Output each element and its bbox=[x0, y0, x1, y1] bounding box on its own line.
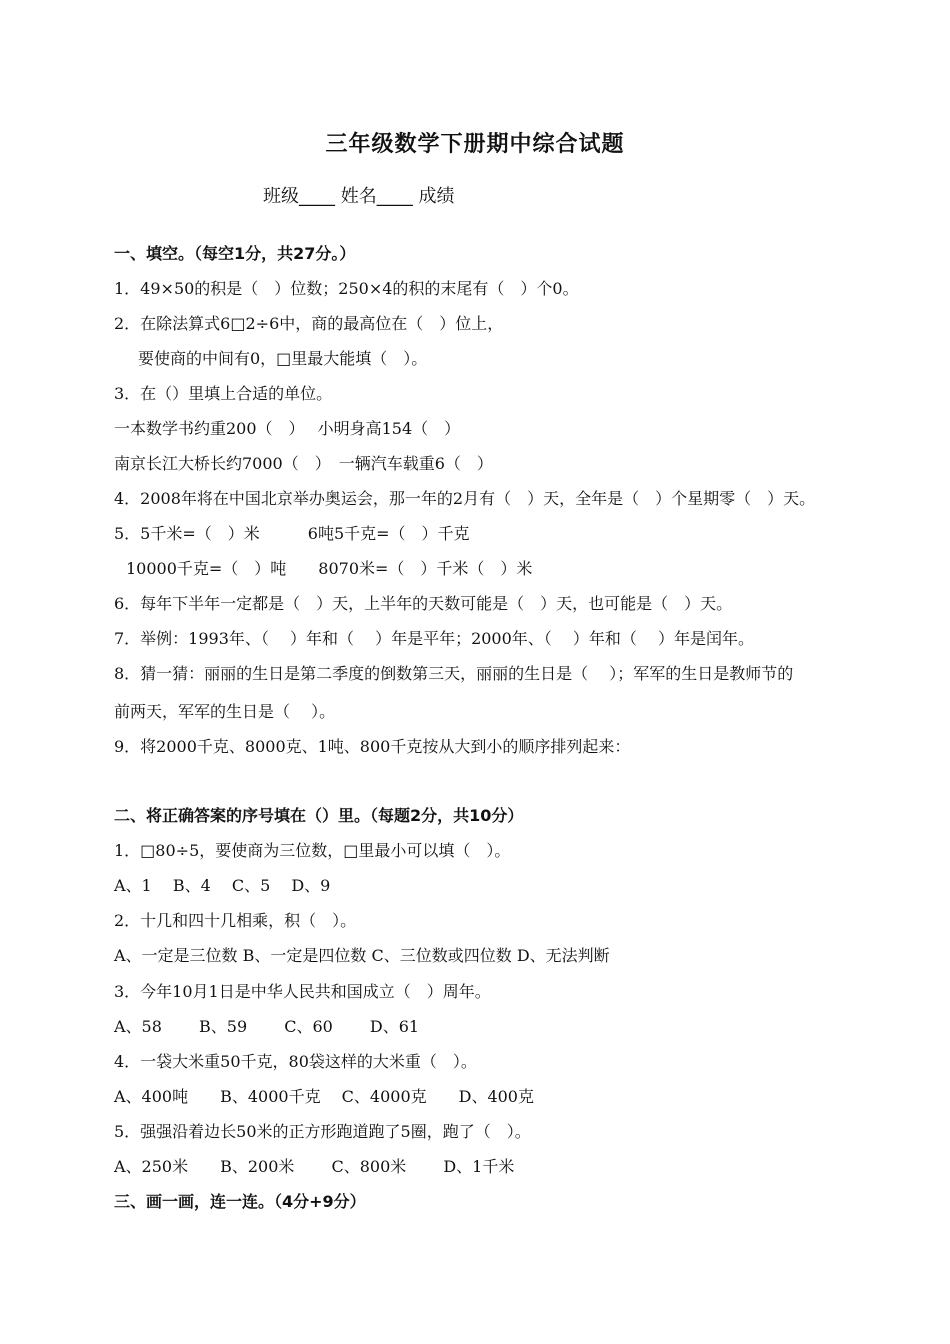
section-3-heading: 三、画一画，连一连。（4分+9分） bbox=[114, 1192, 366, 1211]
question-line: 2．十几和四十几相乘，积（ ）。 bbox=[114, 911, 357, 930]
student-info-line: 班级____ 姓名____ 成绩 bbox=[263, 186, 455, 207]
question-line: 4．2008年将在中国北京举办奥运会，那一年的2月有（ ）天，全年是（ ）个星期零（ ）天。 bbox=[114, 489, 816, 508]
question-line: 前两天，军军的生日是（ ）。 bbox=[114, 702, 336, 721]
answer-options: A、一定是三位数 B、一定是四位数 C、三位数或四位数 D、无法判断 bbox=[114, 946, 610, 965]
question-line: 1．49×50的积是（ ）位数；250×4的积的末尾有（ ）个0。 bbox=[114, 279, 579, 298]
question-line: 2．在除法算式6□2÷6中，商的最高位在（ ）位上， bbox=[114, 314, 504, 333]
question-line: 8．猜一猜：丽丽的生日是第二季度的倒数第三天，丽丽的生日是（ ）；军军的生日是教师节的 bbox=[114, 664, 794, 683]
section-1-heading: 一、填空。（每空1分，共27分。） bbox=[114, 244, 356, 263]
question-line: 5．5千米=（ ）米 6吨5千克=（ ）千克 bbox=[114, 524, 470, 543]
answer-options: A、250米 B、200米 C、800米 D、1千米 bbox=[114, 1157, 515, 1176]
question-line: 3．今年10月1日是中华人民共和国成立（ ）周年。 bbox=[114, 982, 491, 1001]
page-title: 三年级数学下册期中综合试题 bbox=[325, 132, 625, 157]
answer-options: A、1 B、4 C、5 D、9 bbox=[114, 876, 331, 895]
question-line: 1．□80÷5，要使商为三位数，□里最小可以填（ ）。 bbox=[114, 841, 511, 860]
question-line: 7．举例：1993年、（ ）年和（ ）年是平年；2000年、（ ）年和（ ）年是闰年。 bbox=[114, 629, 754, 648]
question-line: 4．一袋大米重50千克，80袋这样的大米重（ ）。 bbox=[114, 1052, 477, 1071]
question-line: 6．每年下半年一定都是（ ）天，上半年的天数可能是（ ）天，也可能是（ ）天。 bbox=[114, 594, 733, 613]
question-line: 要使商的中间有0，□里最大能填（ ）。 bbox=[138, 349, 428, 368]
question-line: 9．将2000千克、8000克、1吨、800千克按从大到小的顺序排列起来： bbox=[114, 737, 631, 756]
question-line: 3．在（）里填上合适的单位。 bbox=[114, 384, 333, 403]
answer-options: A、58 B、59 C、60 D、61 bbox=[114, 1017, 420, 1036]
section-2-heading: 二、将正确答案的序号填在（）里。（每题2分，共10分） bbox=[114, 806, 524, 825]
answer-options: A、400吨 B、4000千克 C、4000克 D、400克 bbox=[114, 1087, 534, 1106]
question-line: 10000千克=（ ）吨 8070米=（ ）千米（ ）米 bbox=[126, 559, 533, 578]
question-line: 5．强强沿着边长50米的正方形跑道跑了5圈，跑了（ ）。 bbox=[114, 1122, 531, 1141]
question-line: 南京长江大桥长约7000（ ） 一辆汽车载重6（ ） bbox=[114, 454, 493, 473]
question-line: 一本数学书约重200（ ） 小明身高154（ ） bbox=[114, 419, 461, 438]
